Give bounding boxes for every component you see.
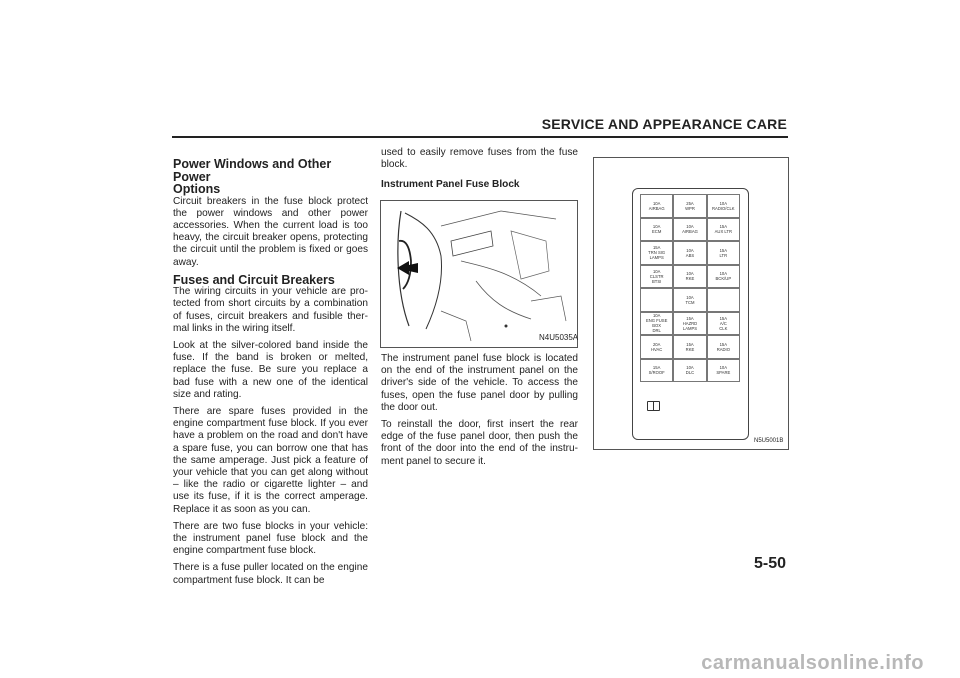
- fuse-slot: [640, 241, 673, 265]
- paragraph-circuit-breakers: Circuit breakers in the fuse block protect the power windows and other power accessories. When the current load is too heavy, the circuit breaker opens, protecting the circuit until the problem is fixed or goes away.: [173, 195, 368, 268]
- heading-fuses-and-circuit-breakers: Fuses and Circuit Breakers: [173, 272, 335, 287]
- watermark: carmanualsonline.info: [701, 651, 924, 674]
- figure-fuse-block: [593, 157, 789, 450]
- fuse-label: 25A WPR: [685, 200, 695, 211]
- fuse-label: 10A SPARE: [716, 365, 731, 376]
- fuse-slot: [673, 241, 706, 265]
- figure2-caption: N5U5001B: [754, 438, 784, 444]
- fuse-slot: [707, 194, 740, 218]
- left-column: [173, 158, 368, 587]
- middle-column: [381, 147, 578, 192]
- fuse-row: [640, 218, 740, 242]
- page-number: 5-50: [753, 555, 786, 572]
- fuse-row: [640, 241, 740, 265]
- fuse-label: 10A DLC: [685, 365, 695, 376]
- fuse-label: 15A RKE: [685, 341, 695, 352]
- fuse-slot: [707, 218, 740, 242]
- fuse-row: [640, 312, 740, 336]
- fuse-label: 10A CLSTR BTSI: [649, 268, 664, 284]
- fuse-slot: [673, 335, 706, 359]
- heading-power-windows-line1: Power Windows and Other Power: [173, 157, 332, 184]
- fuse-label: 10A RADIO/CLK: [712, 200, 735, 211]
- fuse-slot: [707, 288, 740, 312]
- fuse-label: 10A ECM: [652, 224, 662, 235]
- fuse-label: 15A S/ROOF: [648, 365, 665, 376]
- paragraph-fuse-puller: There is a fuse puller located on the engine compartment fuse block. It can be: [173, 562, 368, 586]
- paragraph-wiring-circuits: The wiring circuits in your vehicle are pro-tected from short circuits by a combination of fuses, circuit breakers and fusible ther-mal links in the wiring itself.: [173, 286, 368, 334]
- middle-column-lower: [381, 353, 578, 468]
- fuse-slot: [673, 288, 706, 312]
- fuse-slot: [707, 359, 740, 383]
- fuse-slot: [707, 265, 740, 289]
- paragraph-spare-fuses: There are spare fuses provided in the engine compartment fuse block. If you ever have a problem on the road and don't have a spare fuse, you can borrow one that has the same amperage. Just pick a feature of your vehicle that you can get along without – like the radio or cigarette lighter – and use its fuse, if it is the correct amperage. Replace it as soon as you can.: [173, 406, 368, 515]
- fuse-row: [640, 335, 740, 359]
- fuse-label: 15A TRN SIG LAMPS: [648, 245, 666, 261]
- fuse-slot: [640, 312, 673, 336]
- fuse-slot: [707, 335, 740, 359]
- fuse-row: [640, 194, 740, 218]
- fuse-slot: [707, 241, 740, 265]
- fuse-label: 10A TCM: [685, 294, 695, 305]
- fuse-label: 15A AUX LTR: [714, 224, 732, 235]
- fuse-slot: [640, 288, 673, 312]
- fuse-slot: [640, 265, 673, 289]
- fuse-label: 10A AIRBAG: [648, 200, 665, 211]
- fuse-label: 15A RADIO: [716, 341, 730, 352]
- fuse-slot: [673, 312, 706, 336]
- paragraph-remove-fuses: used to easily remove fuses from the fuse block.: [381, 147, 578, 171]
- fuse-slot: [640, 335, 673, 359]
- fuse-label: 10A BCK/UP: [715, 271, 732, 282]
- fuse-row: [640, 359, 740, 383]
- fuse-slot: [707, 312, 740, 336]
- pull-arrow-icon: [397, 261, 418, 275]
- figure-instrument-panel: [380, 200, 578, 348]
- fuse-slot: [673, 218, 706, 242]
- fuse-row: [640, 265, 740, 289]
- paragraph-fuse-block-location: The instrument panel fuse block is located on the end of the instrument panel on the driver's side of the vehicle. To access the fuses, open the fuse panel door by pulling the door out.: [381, 353, 578, 413]
- fuse-slot: [673, 194, 706, 218]
- fuse-slot: [673, 359, 706, 383]
- header-rule: [172, 136, 788, 138]
- heading-instrument-panel-fuse-block: Instrument Panel Fuse Block: [381, 179, 520, 191]
- fuse-grid: [640, 194, 740, 382]
- page-header-title: SERVICE AND APPEARANCE CARE: [541, 116, 787, 132]
- fuse-slot: [673, 265, 706, 289]
- fuse-slot: [640, 359, 673, 383]
- owner-manual-book-icon: [647, 401, 660, 411]
- fuse-panel-diagram: [632, 188, 749, 440]
- fuse-label: 10A ABS: [685, 247, 695, 258]
- fuse-label: 15A A/C CLK: [719, 315, 728, 331]
- paragraph-two-fuse-blocks: There are two fuse blocks in your vehicle: the instrument panel fuse block and the engine compartment fuse block.: [173, 520, 368, 557]
- fuse-label: 15A HAZRD LAMPS: [682, 315, 698, 331]
- paragraph-silver-band: Look at the silver-colored band inside the fuse. If the band is broken or melted, replace the fuse. Be sure you replace a bad fuse with a new one of the identical size and rating.: [173, 340, 368, 400]
- figure1-caption: N4U5035A: [539, 333, 579, 342]
- heading-power-windows-line2: Options: [173, 182, 221, 196]
- fuse-label: 10A RKE: [685, 271, 695, 282]
- fuse-slot: [640, 194, 673, 218]
- fuse-slot: [640, 218, 673, 242]
- fuse-label: 20A HVAC: [651, 341, 663, 352]
- fuse-row: [640, 288, 740, 312]
- fuse-label: 10A ENG FUSE BOX DRL: [645, 313, 668, 334]
- fuse-label: 10A AIRBAG: [682, 224, 698, 235]
- paragraph-reinstall-door: To reinstall the door, first insert the rear edge of the fuse panel door, then push the front of the door into the end of the instru-ment panel to secure it.: [381, 419, 578, 467]
- instrument-panel-illustration: [381, 201, 577, 347]
- fuse-label: 15A LTR: [719, 247, 728, 258]
